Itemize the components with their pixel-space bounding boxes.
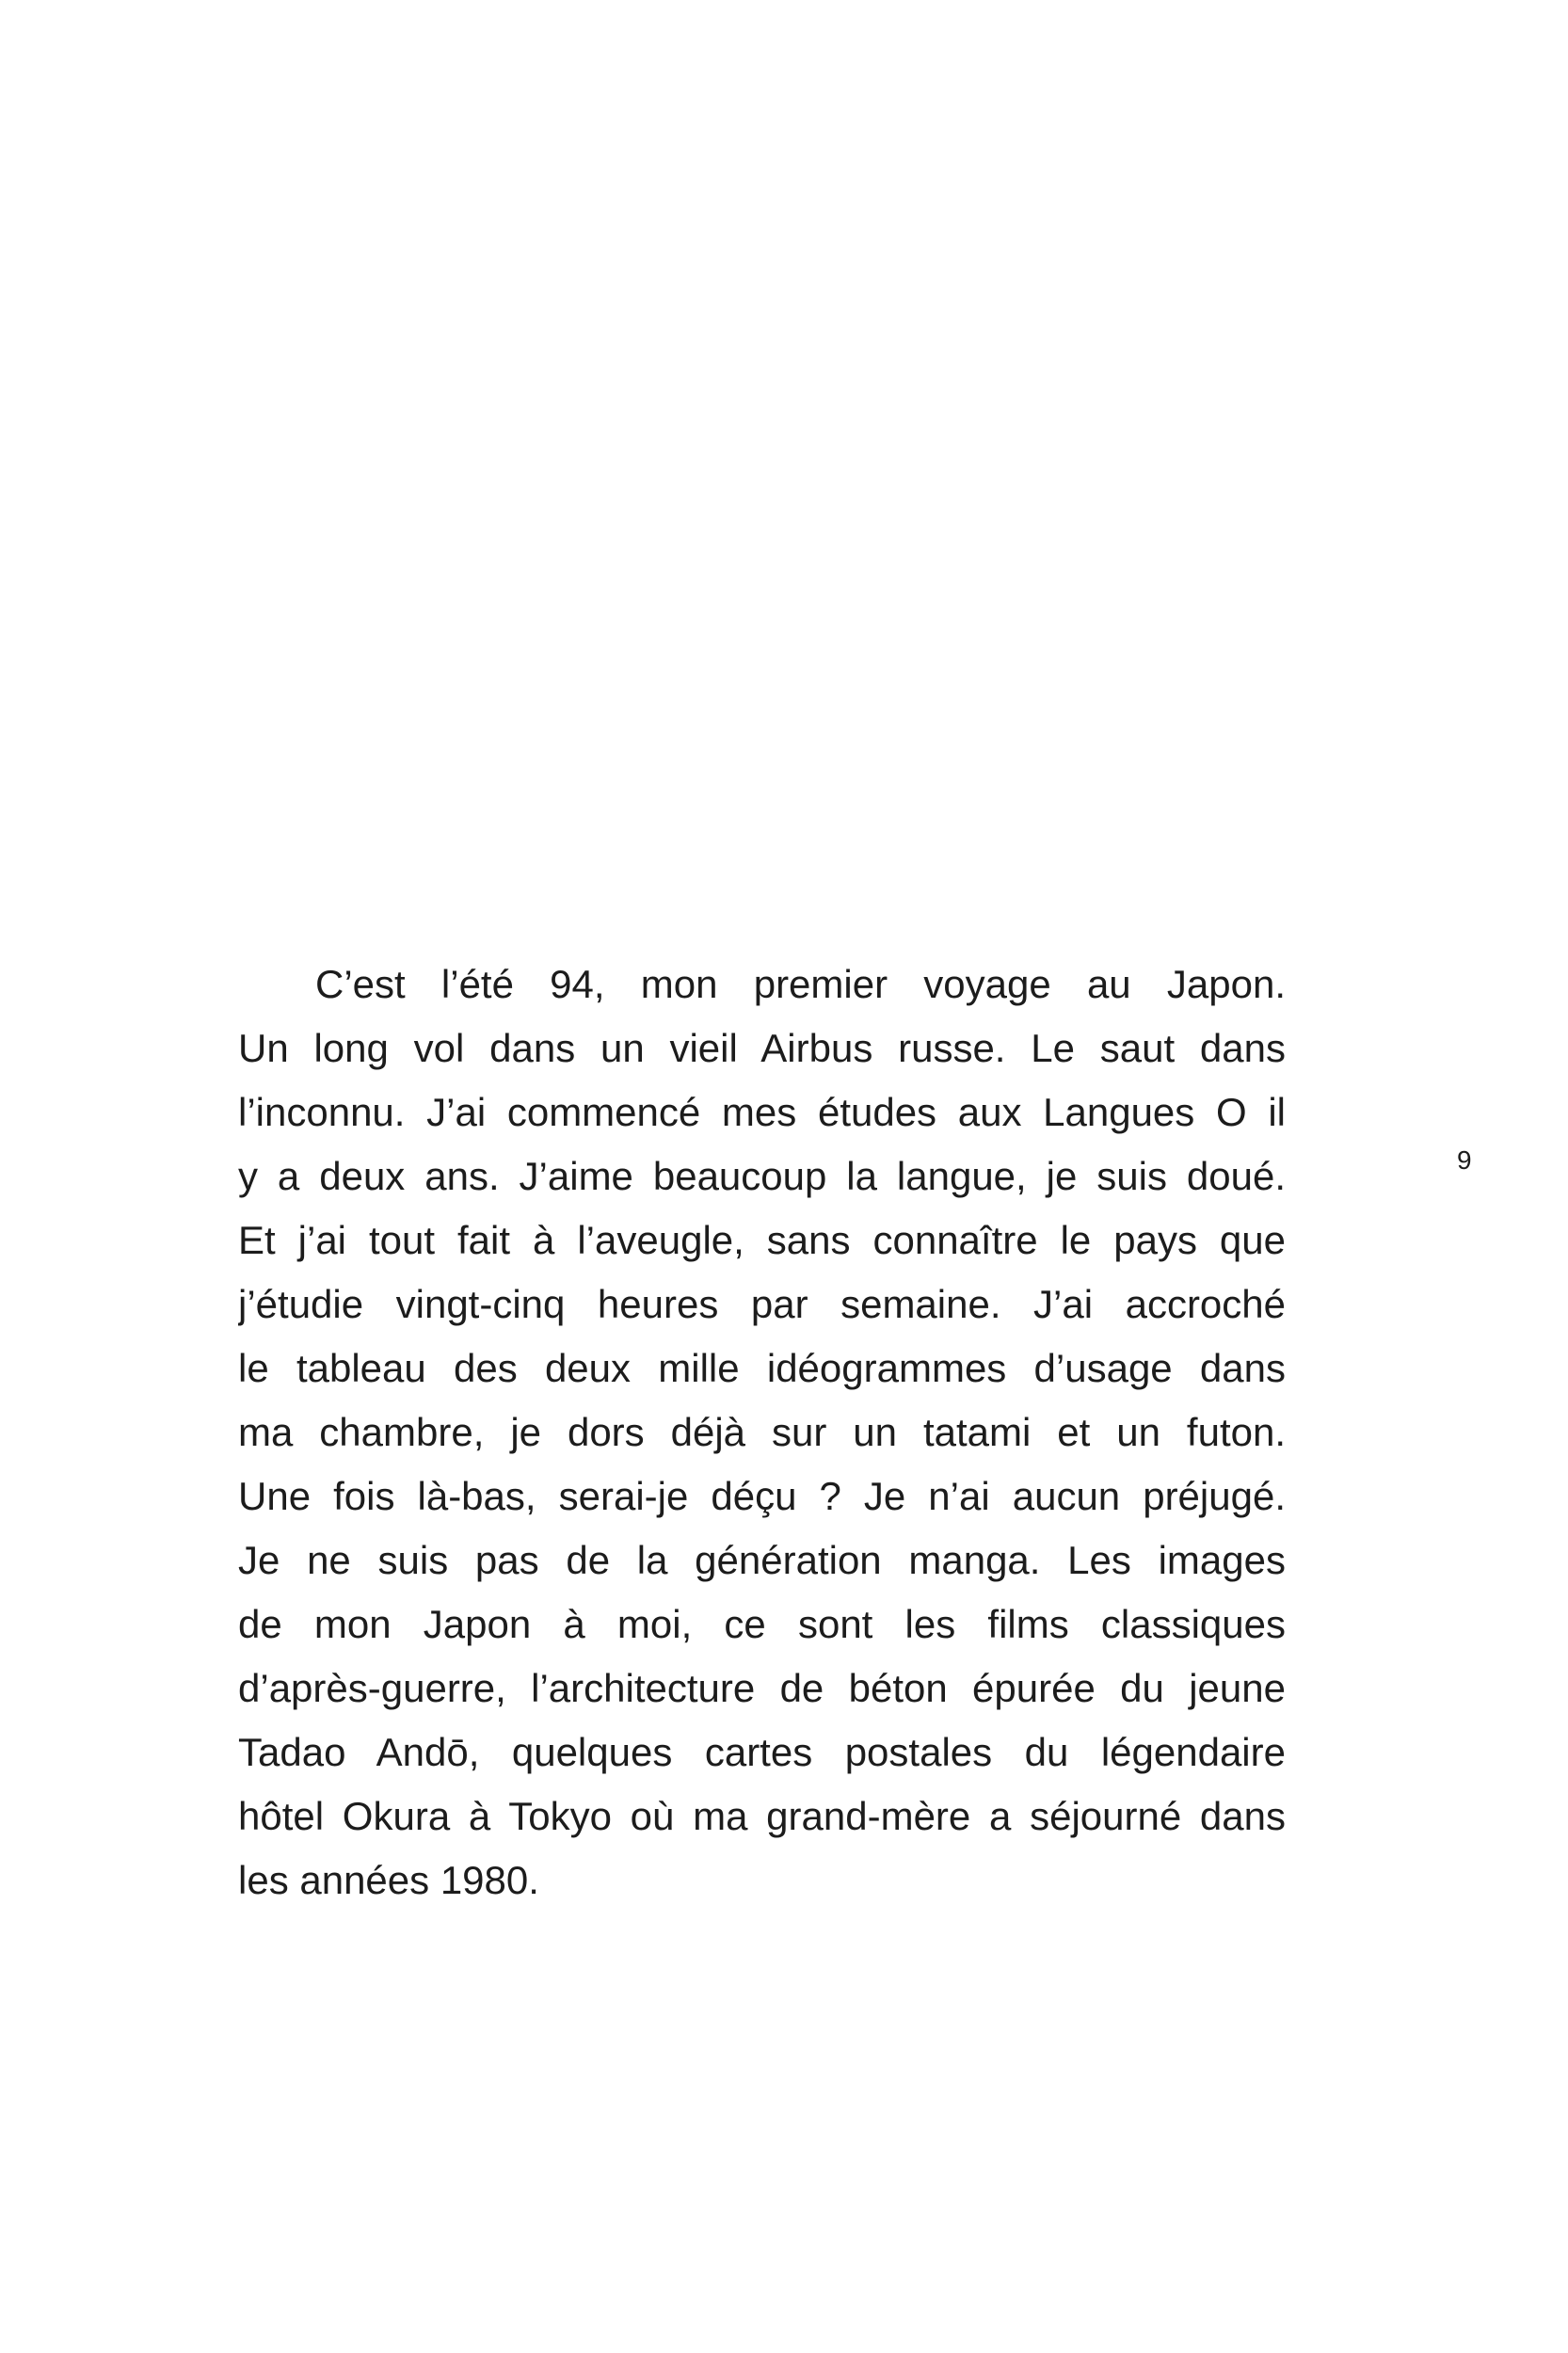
text-line: le tableau des deux mille idéogrammes d’usage dans	[238, 1346, 1286, 1390]
text-line: les années 1980.	[238, 1858, 539, 1902]
text-line: C’est l’été 94, mon premier voyage au Japon.	[315, 962, 1286, 1006]
text-line: Je ne suis pas de la génération manga. Les images	[238, 1538, 1286, 1582]
text-line: y a deux ans. J’aime beaucoup la langue, je suis doué.	[238, 1154, 1286, 1198]
text-line: hôtel Okura à Tokyo où ma grand-mère a séjourné dans	[238, 1794, 1286, 1838]
text-line: l’inconnu. J’ai commencé mes études aux Langues O il	[238, 1090, 1286, 1134]
text-line: Tadao Andō, quelques cartes postales du légendaire	[238, 1730, 1286, 1774]
text-line: Une fois là-bas, serai-je déçu ? Je n’ai aucun préjugé.	[238, 1474, 1286, 1518]
page-number: 9	[1457, 1145, 1472, 1175]
paragraph-block	[238, 952, 1286, 1913]
text-line: de mon Japon à moi, ce sont les films classiques	[238, 1602, 1286, 1646]
text-line: d’après-guerre, l’architecture de béton épurée du jeune	[238, 1666, 1286, 1710]
text-line: Et j’ai tout fait à l’aveugle, sans connaître le pays que	[238, 1218, 1286, 1262]
text-line: j’étudie vingt-cinq heures par semaine. J’ai accroché	[238, 1282, 1286, 1326]
text-line: Un long vol dans un vieil Airbus russe. Le saut dans	[238, 1026, 1286, 1070]
text-line: ma chambre, je dors déjà sur un tatami et un futon.	[238, 1410, 1286, 1454]
